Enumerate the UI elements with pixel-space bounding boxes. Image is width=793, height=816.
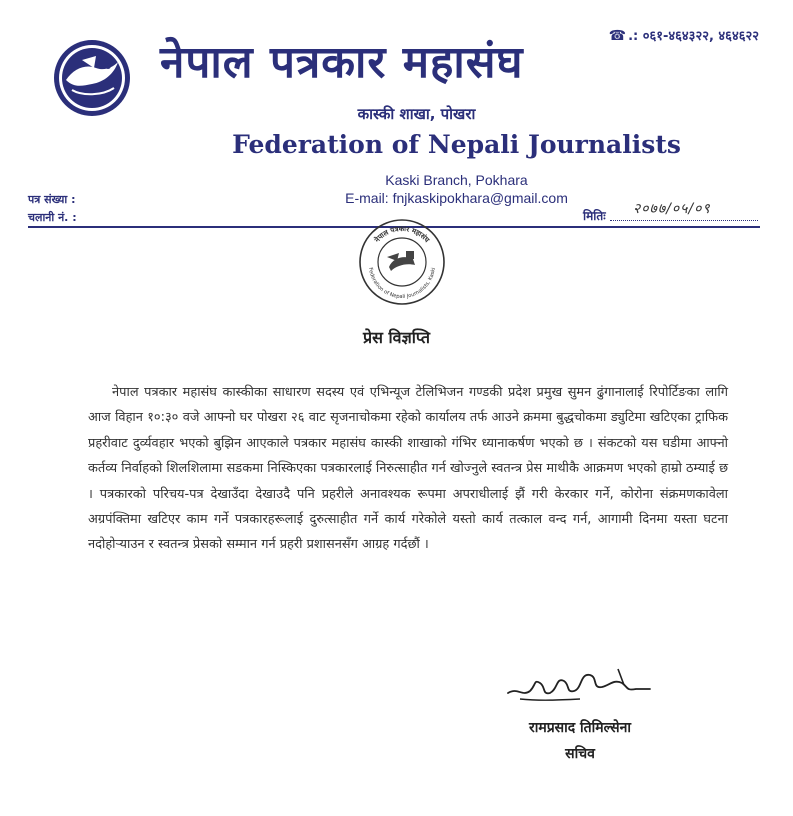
- signer-name: रामप्रसाद तिमिल्सेना: [528, 720, 632, 736]
- branch-nepali: कास्की शाखा, पोखरा: [357, 105, 476, 123]
- date-label: मितिः: [583, 209, 606, 223]
- branch-english: Kaski Branch, Pokhara: [385, 172, 528, 188]
- svg-text:Federation of Nepali Journalis: Federation of Nepali Journalists, Kaski: [367, 267, 437, 301]
- org-title-english: Federation of Nepali Journalists: [232, 130, 681, 159]
- dispatch-number-label: चलानी नं. :: [28, 211, 77, 224]
- date-value: २०७७/०५/०९: [633, 201, 711, 217]
- svg-text:नेपाल पत्रकार महासंघ: नेपाल पत्रकार महासंघ: [373, 224, 431, 245]
- phone-icon: ☎: [608, 28, 627, 44]
- press-release-title: प्रेस विज्ञप्ति: [363, 328, 430, 347]
- signer-title: सचिव: [565, 746, 595, 762]
- seal-stamp-icon: [357, 217, 447, 307]
- email-address: E-mail: fnjkaskipokhara@gmail.com: [345, 190, 568, 206]
- signature-mark: [500, 663, 660, 705]
- phone-numbers: ☎ .: ०६१-४६४३२२, ४६४६२२: [608, 28, 759, 44]
- letter-number-label: पत्र संख्या :: [28, 193, 76, 206]
- org-title-nepali: नेपाल पत्रकार महासंघ: [160, 37, 524, 88]
- press-release-body: नेपाल पत्रकार महासंघ कास्कीका साधारण सदस्य एवं एभिन्यूज टेलिभिजन गण्डकी प्रदेश प्रमुख सुमन ढुंगानालाई रिपोर्टिङका लागि आज विहान १०:३० वजे आफ्नो घर पोखरा २६ वाट सृजनाचोकमा रहेको कार्यालय तर्फ आउने क्रममा बुद्धचोकमा ड्युटिमा खटिएका ट्राफिक प्रहरीवाट दुर्व्यवहार भएको बुझिन आएकाले पत्रकार महासंघ कास्की शाखाको गंभिर ध्यानाकर्षण भएको छ । संकटको यस घडीमा आफ्नो कर्तव्य निर्वाहको शिलशिलामा सडकमा निस्किएका पत्रकारलाई निरुत्साहीत गर्न खोज्नुले स्वतन्त्र प्रेस माथीकै आक्रमण भएको हाम्रो ठम्याई छ । पत्रकारको परिचय-पत्र देखाउँदा देखाउदै पनि प्रहरीले अनावश्यक रूपमा अपराधीलाई झैं गरी केरकार गर्ने, कोरोना संक्रमणकावेला अग्रपंक्तिमा खटिएर काम गर्ने पत्रकारहरूलाई दुरुत्साहीत गर्ने कार्य गरेकोले यस्तो कार्य तत्काल वन्द गर्न, आगामी दिनमा यस्ता घटना नदोहोऱ्याउन र स्वतन्त्र प्रेसको सम्मान गर्न प्रहरी प्रशासनसँग आग्रह गर्दछौं ।: [88, 385, 728, 553]
